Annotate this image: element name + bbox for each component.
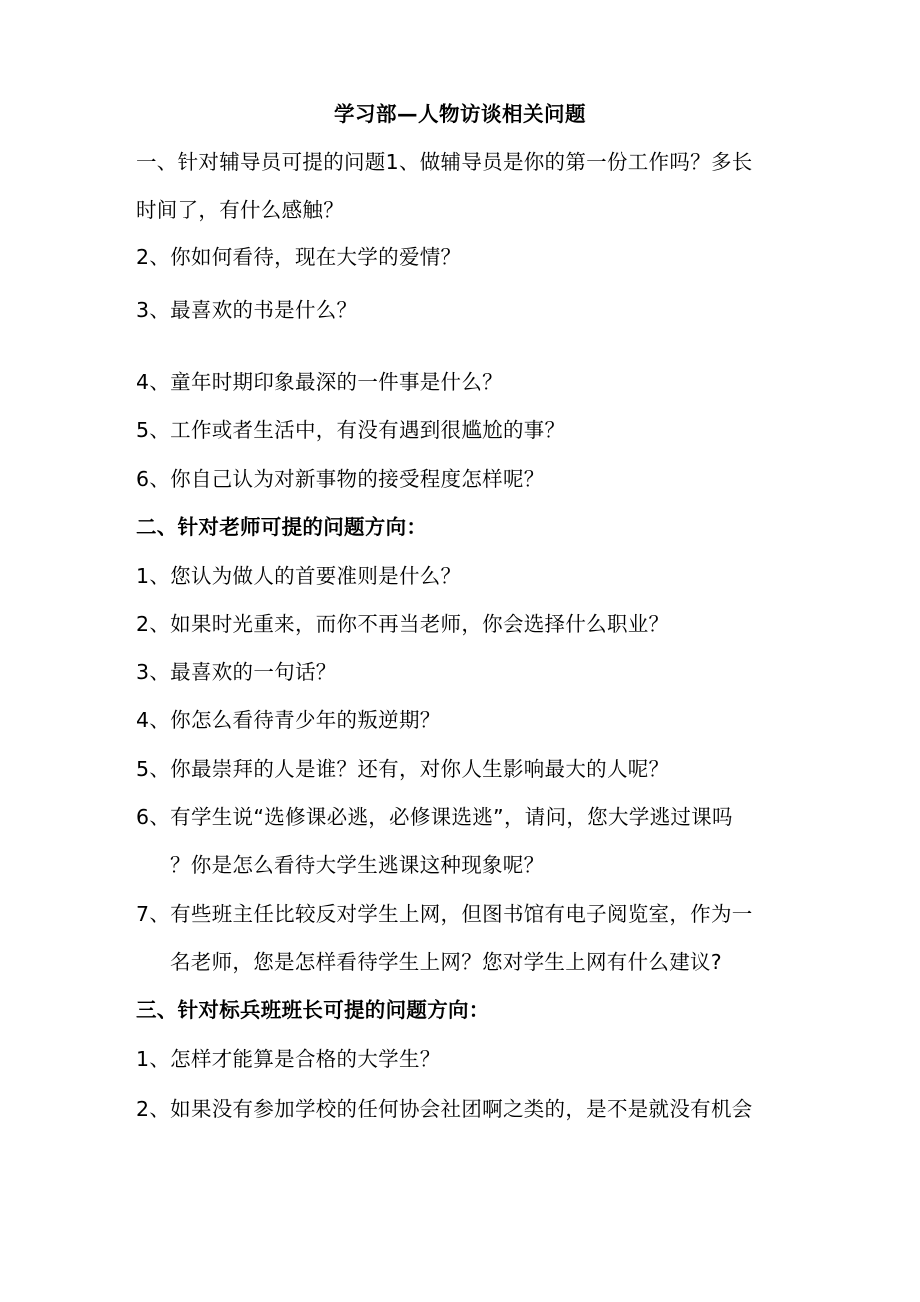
section1-item-3: 3、最喜欢的书是什么？ (136, 298, 358, 322)
section2-item-3: 3、最喜欢的一句话？ (136, 660, 337, 684)
section2-item-7-line2: 名老师，您是怎样看待学生上网？您对学生上网有什么建议? (170, 950, 722, 974)
section2-item-7-line1: 7、有些班主任比较反对学生上网，但图书馆有电子阅览室，作为一 (136, 902, 753, 926)
section3-heading: 三、针对标兵班班长可提的问题方向： (136, 998, 490, 1022)
section3-item-2: 2、如果没有参加学校的任何协会社团啊之类的，是不是就没有机会 (136, 1097, 753, 1121)
section1-heading-line1: 一、针对辅导员可提的问题1、做辅导员是你的第一份工作吗？多长 (136, 150, 753, 174)
section3-item-1: 1、怎样才能算是合格的大学生？ (136, 1047, 441, 1071)
section1-item-6: 6、你自己认为对新事物的接受程度怎样呢？ (136, 467, 545, 491)
section1-item-2: 2、你如何看待，现在大学的爱情？ (136, 245, 462, 269)
section2-heading: 二、针对老师可提的问题方向： (136, 515, 428, 539)
section2-item-1: 1、您认为做人的首要准则是什么？ (136, 564, 462, 588)
page-title: 学习部—人物访谈相关问题 (334, 102, 586, 126)
section1-item-4: 4、童年时期印象最深的一件事是什么？ (136, 370, 503, 394)
section2-item-5: 5、你最崇拜的人是谁？还有，对你人生影响最大的人呢？ (136, 757, 670, 781)
section2-item-4: 4、你怎么看待青少年的叛逆期？ (136, 708, 441, 732)
section2-item-6-line2: ？你是怎么看待大学生逃课这种现象呢？ (170, 853, 545, 877)
section1-heading-line2: 时间了，有什么感触？ (136, 198, 344, 222)
section1-item-5: 5、工作或者生活中，有没有遇到很尴尬的事？ (136, 418, 566, 442)
section2-item-2: 2、如果时光重来，而你不再当老师，你会选择什么职业？ (136, 612, 670, 636)
section2-item-6-line1: 6、有学生说“选修课必逃，必修课选逃”，请问，您大学逃过课吗 (136, 805, 733, 829)
